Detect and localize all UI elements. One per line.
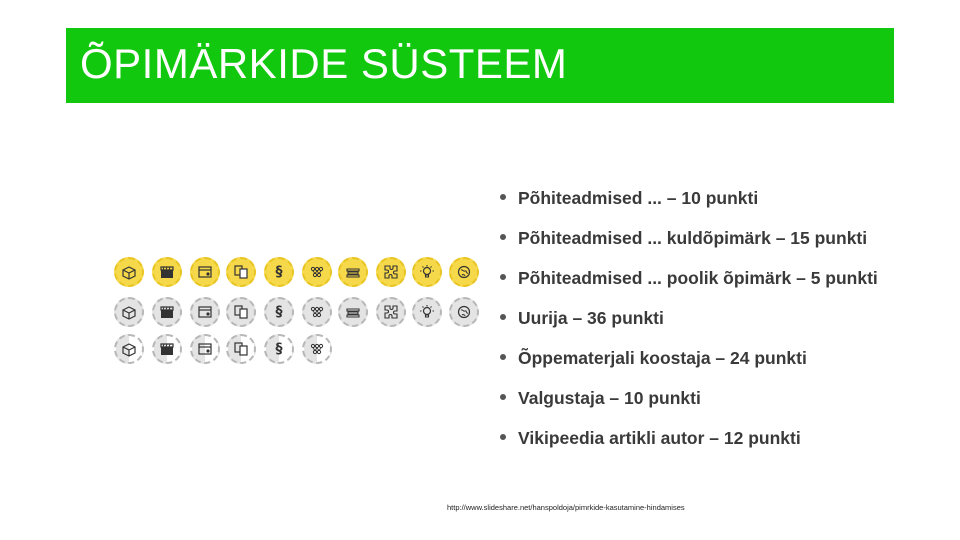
badge-grid bbox=[114, 257, 479, 369]
badge-documents bbox=[226, 334, 256, 364]
badge-browser-window bbox=[190, 334, 220, 364]
clapperboard-icon bbox=[159, 304, 175, 320]
clapperboard-icon bbox=[159, 341, 175, 357]
bullet-text: Põhiteadmised ... poolik õpimärk – 5 punkti bbox=[518, 268, 878, 288]
puzzle-icon bbox=[383, 264, 399, 280]
bullet-text: Põhiteadmised ... – 10 punkti bbox=[518, 188, 759, 208]
badge-documents bbox=[226, 257, 256, 287]
box-icon bbox=[121, 304, 137, 320]
badge-puzzle bbox=[376, 297, 406, 327]
books-icon bbox=[345, 304, 361, 320]
badge-row bbox=[114, 334, 479, 366]
badge-clapperboard bbox=[152, 257, 182, 287]
badge-paragraph bbox=[264, 297, 294, 327]
badge-globe bbox=[449, 297, 479, 327]
badge-browser-window bbox=[190, 257, 220, 287]
badge-clapperboard bbox=[152, 334, 182, 364]
lightbulb-icon bbox=[419, 264, 435, 280]
badge-documents bbox=[226, 297, 256, 327]
network-icon bbox=[309, 341, 325, 357]
title-bar bbox=[66, 28, 894, 103]
bullet-dot bbox=[500, 434, 506, 440]
badge-books bbox=[338, 257, 368, 287]
badge-paragraph bbox=[264, 334, 294, 364]
bullet-dot bbox=[500, 194, 506, 200]
paragraph-icon: § bbox=[275, 304, 283, 320]
clapperboard-icon bbox=[159, 264, 175, 280]
globe-icon bbox=[456, 304, 472, 320]
badge-globe bbox=[449, 257, 479, 287]
box-icon bbox=[121, 341, 137, 357]
badge-box bbox=[114, 334, 144, 364]
badge-network bbox=[302, 257, 332, 287]
badge-network bbox=[302, 297, 332, 327]
badge-network bbox=[302, 334, 332, 364]
bullet-dot bbox=[500, 394, 506, 400]
badge-lightbulb bbox=[412, 257, 442, 287]
browser-window-icon bbox=[197, 341, 213, 357]
paragraph-icon: § bbox=[275, 341, 283, 357]
paragraph-icon: § bbox=[275, 264, 283, 280]
bullet-text: Uurija – 36 punkti bbox=[518, 308, 664, 328]
badge-browser-window bbox=[190, 297, 220, 327]
browser-window-icon bbox=[197, 264, 213, 280]
bullet-text: Õppematerjali koostaja – 24 punkti bbox=[518, 348, 807, 368]
browser-window-icon bbox=[197, 304, 213, 320]
badge-books bbox=[338, 297, 368, 327]
badge-row bbox=[114, 297, 479, 329]
badge-puzzle bbox=[376, 257, 406, 287]
documents-icon bbox=[233, 341, 249, 357]
badge-paragraph bbox=[264, 257, 294, 287]
bullet-text: Põhiteadmised ... kuldõpimärk – 15 punkti bbox=[518, 228, 868, 248]
bullet-dot bbox=[500, 234, 506, 240]
badge-lightbulb bbox=[412, 297, 442, 327]
bullet-dot bbox=[500, 354, 506, 360]
network-icon bbox=[309, 264, 325, 280]
source-url: http://www.slideshare.net/hanspoldoja/pimrkide-kasutamine-hindamises bbox=[447, 503, 685, 512]
books-icon bbox=[345, 264, 361, 280]
bullet-text: Valgustaja – 10 punkti bbox=[518, 388, 701, 408]
lightbulb-icon bbox=[419, 304, 435, 320]
slide-title: ÕPIMÄRKIDE SÜSTEEM bbox=[80, 40, 568, 87]
badge-clapperboard bbox=[152, 297, 182, 327]
puzzle-icon bbox=[383, 304, 399, 320]
badge-row bbox=[114, 257, 479, 289]
network-icon bbox=[309, 304, 325, 320]
documents-icon bbox=[233, 264, 249, 280]
documents-icon bbox=[233, 304, 249, 320]
bullet-dot bbox=[500, 274, 506, 280]
badge-box bbox=[114, 297, 144, 327]
globe-icon bbox=[456, 264, 472, 280]
box-icon bbox=[121, 264, 137, 280]
badge-box bbox=[114, 257, 144, 287]
bullet-text: Vikipeedia artikli autor – 12 punkti bbox=[518, 428, 801, 448]
bullet-dot bbox=[500, 314, 506, 320]
